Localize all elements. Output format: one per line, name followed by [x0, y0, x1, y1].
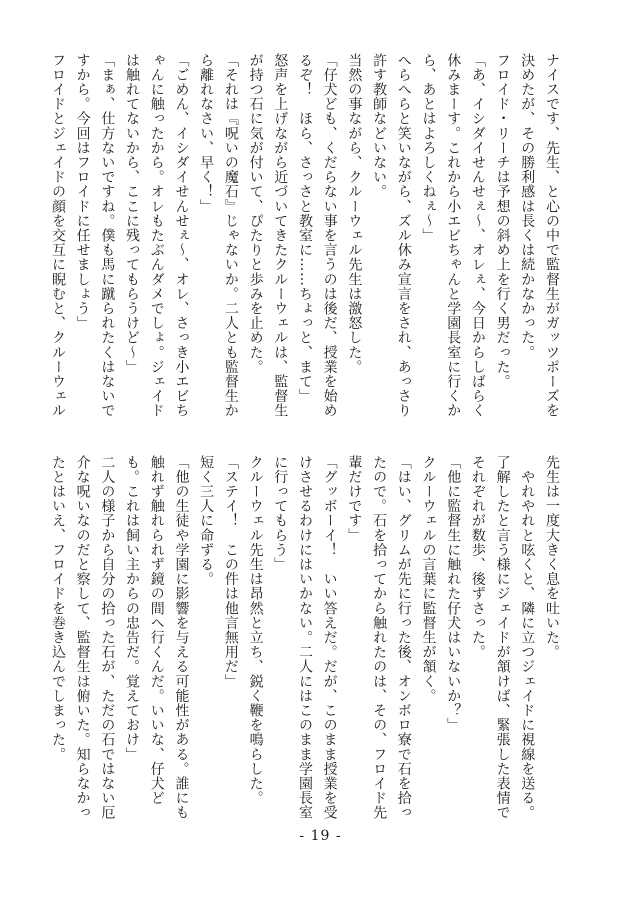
text-line: るぞ！ ほら、さっさと教室に……ちょっと、まて」 [296, 53, 313, 404]
text-line: 二人の様子から自分の拾った石が、ただの石ではない厄 [99, 455, 116, 820]
text-line: 当然の事ながら、クルーウェル先生は激怒した。 [346, 53, 363, 375]
text-line: 先生は一度大きく息を吐いた。 [544, 455, 560, 660]
text-line: クルーウェル先生は昂然と立ち、鋭く鞭を鳴らした。 [247, 455, 264, 806]
text-line: 介な呪いなのだと察して、監督生は俯いた。知らなかっ [74, 455, 91, 820]
text-line: 怒声を上げながら近づいてきたクルーウェルは、監督生 [272, 53, 289, 418]
text-line: それぞれが数歩、後ずさった。 [469, 455, 486, 660]
text-line: 「仔犬ども、くだらない事を言うのは後だ、授業を始め [321, 53, 338, 418]
text-line: に行ってもらう」 [272, 455, 289, 572]
text-line: ナイスです、先生、と心の中で監督生がガッツポーズを [544, 53, 560, 418]
text-line: 許す教師などいない。 [371, 53, 388, 199]
text-block-bottom [49, 455, 564, 820]
text-line: 「他に監督生に触れた仔犬はいないか？」 [445, 455, 462, 733]
text-line: 了解したと言う様にジェイドが頷けば、緊張した表情で [494, 455, 511, 820]
text-line: フロイド・リーチは予想の斜め上を行く男だった。 [494, 53, 511, 389]
text-line: やれやれと呟くと、隣に立つジェイドに視線を送る。 [519, 455, 536, 820]
text-line: クルーウェルの言葉に監督生が頷く。 [420, 455, 437, 704]
text-line: 「グッボーイ！ いい答えだ。だが、このまま授業を受 [321, 455, 338, 820]
text-line: ら、あとはよろしくねぇ～」 [420, 53, 437, 243]
text-line: けさせるわけにはいかない。二人にはこのまま学園長室 [296, 455, 313, 820]
text-line: も。これは飼い主からの忠告だ。覚えておけ」 [124, 455, 141, 762]
text-line: ゃんに触ったから。オレもたぶんダメでしょ。ジェイド [148, 53, 165, 418]
text-line: が持つ石に気が付いて、ぴたりと歩みを止めた。 [247, 53, 264, 375]
text-line: 「はい、グリムが先に行った後、オンボロ寮で石を拾っ [395, 455, 412, 820]
text-line: 「他の生徒や学園に影響を与える可能性がある。誰にも [173, 455, 190, 820]
text-line: 「ごめん、イシダイせんせぇ～、オレ、さっき小エビち [173, 53, 190, 418]
text-line: 輩だけです」 [346, 455, 363, 543]
text-line: 休みまーす。これから小エビちゃんと学園長室に行くか [445, 53, 462, 418]
page-number: - 19 - [299, 828, 342, 844]
text-line: 「それは『呪いの魔石』じゃないか。二人とも監督生か [222, 53, 239, 418]
text-block-top [49, 53, 564, 418]
text-line: 短く三人に命ずる。 [198, 455, 215, 587]
text-line: フロイドとジェイドの顔を交互に睨むと、クルーウェル [49, 53, 66, 418]
text-line: たので。石を拾ってから触れたのは、その、フロイド先 [371, 455, 388, 820]
text-line: ら離れなさい、早く！」 [198, 53, 215, 214]
text-line: すから。今回はフロイドに任せましょう」 [74, 53, 91, 331]
text-line: 「まぁ、仕方ないですね。僕も馬に蹴られたくはないで [99, 53, 116, 418]
text-line: 触れず触れられず鏡の間へ行くんだ。いいな、仔犬ど [148, 455, 165, 806]
text-line: 「あ、イシダイせんせぇ～、オレぇ、今日からしばらく [469, 53, 486, 418]
text-line: 「ステイ！ この件は他言無用だ」 [222, 455, 239, 689]
text-line: へらへらと笑いながら、ズル休み宣言をされ、あっさり [395, 53, 412, 418]
text-line: は触れてないから、ここに残ってもらうけど～」 [124, 53, 141, 375]
text-line: たとはいえ、フロイドを巻き込んでしまった。 [49, 455, 66, 762]
text-line: 決めたが、その勝利感は長くは続かなかった。 [519, 53, 536, 360]
